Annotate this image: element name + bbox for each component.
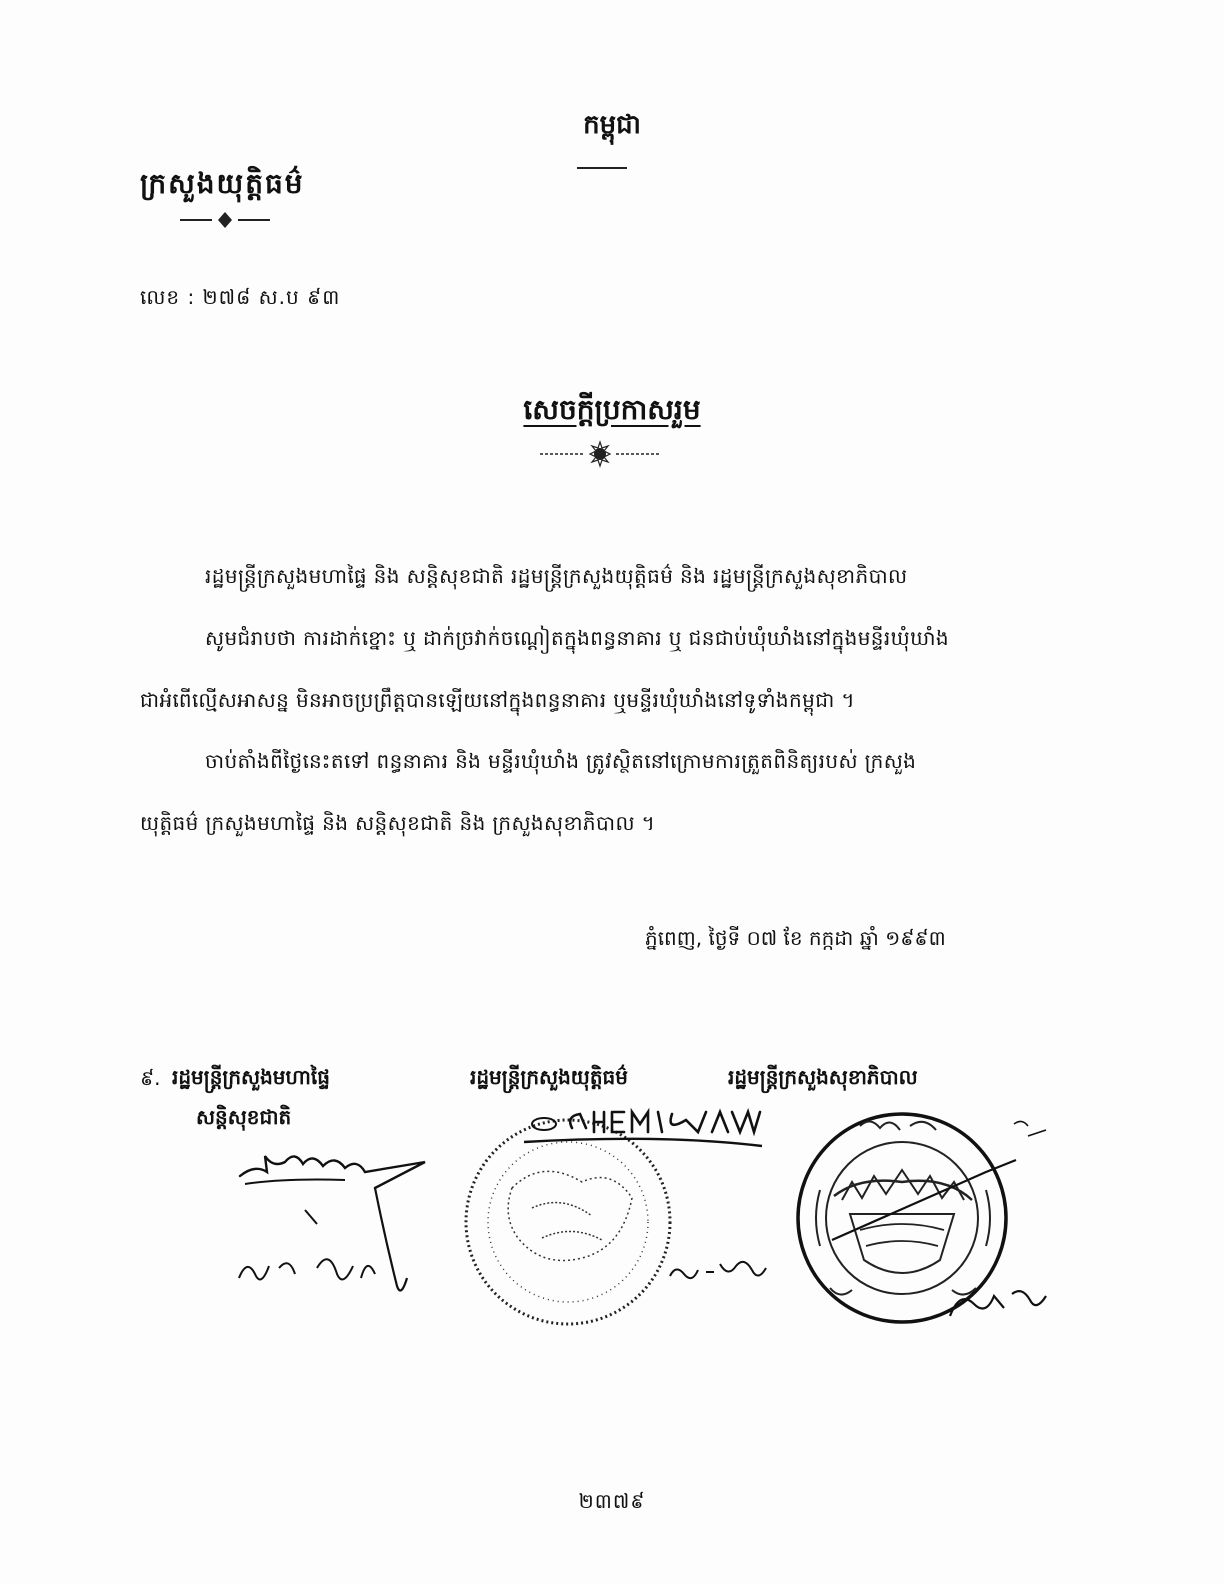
title-ornament-icon	[540, 440, 660, 468]
body-line-4: ចាប់តាំងពីថ្ងៃនេះតទៅ ពន្ធនាគារ និង មន្ទីរឃុំឃាំង ត្រូវស្ថិតនៅក្រោមការត្រួតពិនិត្យរបស់ ក្រសួង	[205, 749, 917, 773]
interior-signature-icon	[225, 1128, 445, 1308]
page-number: ២៣៧៩	[578, 1489, 646, 1513]
health-minister-title: រដ្ឋមន្ត្រីក្រសួងសុខាភិបាល	[728, 1065, 918, 1089]
body-line-2: សូមជំរាបថា ការដាក់ខ្នោះ ឬ ដាក់ច្រវាក់ចណ្ដៀតក្នុងពន្ធនាគារ ឬ ជនជាប់ឃុំឃាំងនៅក្នុងមន្ទីរឃុំឃាំង	[205, 626, 949, 650]
date-line: ភ្នំពេញ, ថ្ងៃទី ០៧ ខែ កក្កដា ឆ្នាំ ១៩៩៣	[645, 926, 946, 950]
signature-number: ៩.	[140, 1066, 161, 1090]
justice-minister-title: រដ្ឋមន្ត្រីក្រសួងយុត្តិធម៌	[470, 1065, 628, 1089]
ministry-ornament-icon	[180, 208, 270, 232]
ministry-name: ក្រសួងយុត្តិធម៌	[140, 167, 305, 200]
body-line-1: រដ្ឋមន្ត្រីក្រសួងមហាផ្ទៃ និង សន្តិសុខជាតិ រដ្ឋមន្ត្រីក្រសួងយុត្តិធម៌ និង រដ្ឋមន្ត្រីក្រសួងសុខាភិបាល	[205, 564, 908, 588]
country-name: កម្ពុជា	[583, 110, 641, 140]
notice-title: សេចក្តីប្រកាសរួម	[523, 393, 701, 426]
body-line-3: ជាអំពើល្មើសអាសន្ន មិនអាចប្រព្រឹត្តបានឡើយនៅក្នុងពន្ធនាគារ ឬមន្ទីរឃុំឃាំងនៅទូទាំងកម្ពុជា ។	[140, 688, 856, 712]
interior-minister-title-2: សន្តិសុខជាតិ	[196, 1105, 292, 1129]
reference-number: លេខ : ២៧៨ ស.ប ៩៣	[140, 285, 341, 309]
country-underline	[577, 167, 627, 169]
justice-seal-icon	[462, 1098, 782, 1338]
interior-minister-title: រដ្ឋមន្ត្រីក្រសួងមហាផ្ទៃ	[172, 1065, 330, 1089]
body-line-5: យុត្តិធម៌ ក្រសួងមហាផ្ទៃ និង សន្តិសុខជាតិ និង ក្រសួងសុខាភិបាល ។	[140, 811, 656, 835]
justice-signature-icon	[524, 1112, 762, 1146]
health-seal-icon	[790, 1090, 1060, 1350]
